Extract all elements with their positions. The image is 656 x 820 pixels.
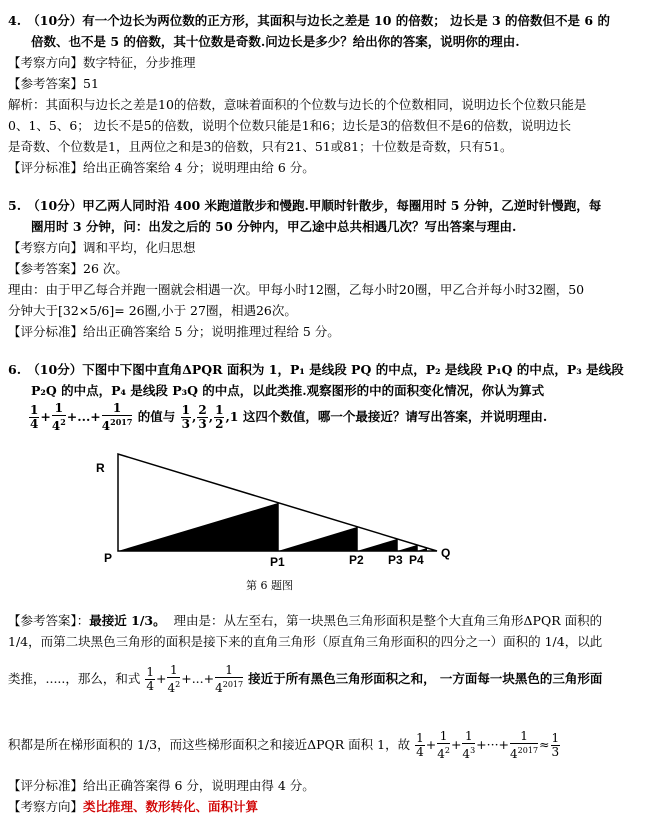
q6-answer4-start: 积都是所在梯形面积的 1/3，而这些梯形面积之和接近ΔPQR 面积 1，故 — [8, 737, 411, 752]
q4-analysis3: 是奇数、个位数是1，且两位之和是3的倍数，只有21、51或81；十位数是奇数，只有51。 — [8, 139, 513, 154]
label-q: Q — [441, 546, 451, 560]
q6-answer-line3: 类推，.....，那么，和式 $\frac{1}{4}$ + $\frac{1}{4^2}$ +...+ $\frac{1}{4^{2017}}$ 接近于所有黑色三角形面积之和， 一方面每一块黑色的三角形面 — [8, 663, 603, 695]
q6-question-mid: 的值与 — [137, 409, 176, 424]
q4-direction: 【考察方向】数字特征，分步推理 — [8, 55, 196, 70]
q6-question-formula: $\frac{1}{4}$ + $\frac{1}{4^2}$ +...+ $\frac{1}{4^{2017}}$ 的值与 $\frac{1}{3}$ , $\frac{2}{3}$ , $\frac{1}{2}$ ,1 这四个数值，哪一个最接近？请写出答案，并说明理由. — [30, 401, 548, 433]
q5-direction: 【考察方向】调和平均，化归思想 — [8, 240, 196, 255]
figure-caption: 第 6 题图 — [246, 579, 293, 592]
q5-line2: 圈用时 3 分钟，问：出发之后的 50 分钟内，甲乙途中总共相遇几次？写出答案与理由. — [31, 219, 517, 234]
q4-line2: 倍数、也不是 5 的倍数，其十位数是奇数.问边长是多少？给出你的答案，说明你的理由. — [31, 34, 520, 49]
label-r: R — [96, 461, 105, 475]
q5-reason2: 分钟大于[32×5/6]= 26圈,小于 27圈，相遇26次。 — [8, 303, 297, 318]
black-triangle-1 — [118, 503, 278, 551]
q5-criteria: 【评分标准】给出正确答案给 5 分；说明推理过程给 5 分。 — [8, 324, 340, 339]
q6-answer-bold: 最接近 1/3。 — [89, 613, 166, 628]
black-triangle-3 — [357, 539, 397, 551]
q6-direction-value: 类比推理、数形转化、面积计算 — [83, 799, 259, 814]
q6-answer-text1: 理由是：从左至右，第一块黑色三角形面积是整个大直角三角形ΔPQR 面积的 — [173, 613, 603, 628]
label-p4: P4 — [409, 553, 424, 567]
label-p1: P1 — [270, 555, 285, 569]
q6-criteria: 【评分标准】给出正确答案得 6 分，说明理由得 4 分。 — [8, 778, 315, 793]
q6-answer-line4: 积都是所在梯形面积的 1/3，而这些梯形面积之和接近ΔPQR 面积 1，故 $\frac{1}{4}$ + $\frac{1}{4^2}$ + $\frac{1}{4^3}$ +···+ $\frac{1}{4^{2017}}$ ≈ $\frac{1}{3}$ — [8, 729, 560, 761]
black-triangle-2 — [278, 527, 357, 551]
label-p2: P2 — [349, 553, 364, 567]
q6-direction-label: 【考察方向】 — [8, 799, 84, 814]
triangle-figure — [100, 450, 460, 570]
q6-answer-prefix: 【参考答案】： — [8, 613, 90, 628]
q4-line1: 4. （10分）有一个边长为两位数的正方形，其面积与边长之差是 10 的倍数； 边长是 3 的倍数但不是 6 的 — [8, 13, 610, 28]
q6-answer3-end: 接近于所有黑色三角形面积之和， 一方面每一块黑色的三角形面 — [248, 671, 603, 686]
q4-analysis1: 解析：其面积与边长之差是10的倍数，意味着面积的个位数与边长的个位数相同，说明边长个位数只能是 — [8, 97, 587, 112]
label-p3: P3 — [388, 553, 403, 567]
q4-criteria: 【评分标准】给出正确答案给 4 分；说明理由给 6 分。 — [8, 160, 315, 175]
q4-answer: 【参考答案】51 — [8, 76, 99, 91]
q6-question-tail: 这四个数值，哪一个最接近？请写出答案，并说明理由. — [242, 409, 548, 424]
q6-answer-line2: 1/4，而第二块黑色三角形的面积是接下来的直角三角形（原直角三角形面积的四分之一）面积的 1/4，以此 — [8, 634, 603, 649]
label-p: P — [104, 551, 113, 565]
q5-answer: 【参考答案】26 次。 — [8, 261, 128, 276]
q5-reason1: 理由：由于甲乙每合并跑一圈就会相遇一次。甲每小时12圈，乙每小时20圈，甲乙合并每小时32圈，50 — [8, 282, 585, 297]
q6-answer3-start: 类推，.....，那么，和式 — [8, 671, 141, 686]
q6-line2: P₂Q 的中点，P₄ 是线段 P₃Q 的中点，以此类推.观察图形的中的面积变化情况，你认为算式 — [31, 383, 545, 398]
q6-answer-line1 — [8, 612, 602, 629]
black-triangle-4 — [397, 545, 417, 551]
q4-analysis2: 0、1、5、6； 边长不是5的倍数，说明个位数只能是1和6；边长是3的倍数但不是6的倍数，说明边长 — [8, 118, 572, 133]
q6-line1: 6. （10分）下图中下图中直角ΔPQR 面积为 1，P₁ 是线段 PQ 的中点，P₂ 是线段 P₁Q 的中点，P₃ 是线段 — [8, 362, 624, 377]
q6-direction — [8, 798, 258, 815]
q5-line1: 5. （10分）甲乙两人同时沿 400 米跑道散步和慢跑.甲顺时针散步，每圈用时 5 分钟，乙逆时针慢跑，每 — [8, 198, 602, 213]
